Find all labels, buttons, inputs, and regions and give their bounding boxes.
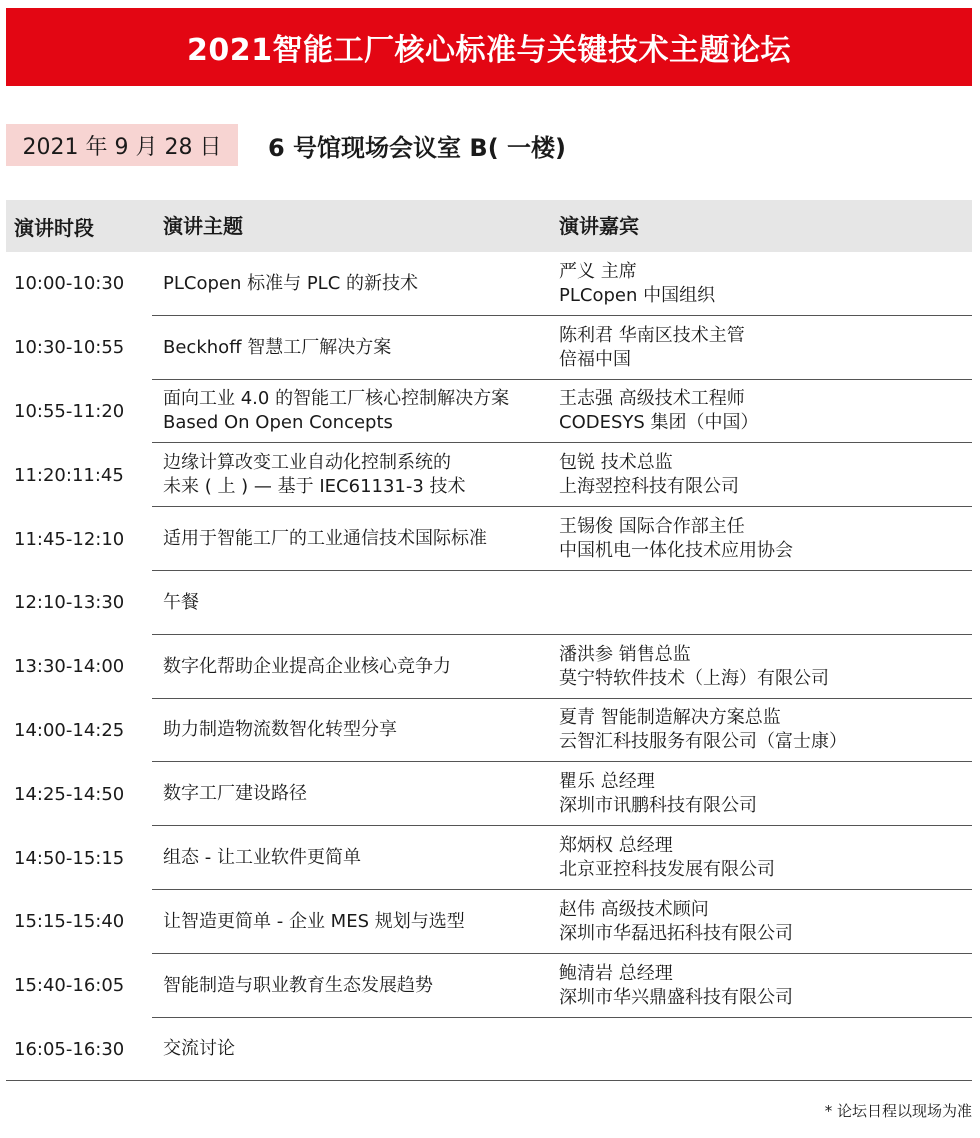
speaker-organization: 莫宁特软件技术（上海）有限公司 [559, 667, 829, 689]
session-topic [163, 782, 307, 806]
session-time: 11:20:11:45 [14, 464, 124, 486]
header-topic: 演讲主题 [163, 214, 243, 238]
speaker-name: 陈利君 华南区技术主管 [559, 324, 745, 346]
topic-line: 面向工业 4.0 的智能工厂核心控制解决方案 [163, 388, 510, 410]
speaker-name: 夏青 智能制造解决方案总监 [559, 707, 781, 729]
topic-line: 未来 ( 上 ) — 基于 IEC61131-3 技术 [163, 476, 466, 498]
header-time: 演讲时段 [14, 215, 94, 240]
session-topic [163, 718, 397, 742]
table-row [6, 1018, 972, 1082]
speaker-name: 瞿乐 总经理 [559, 771, 655, 793]
session-time: 10:30-10:55 [14, 337, 125, 359]
table-row [6, 699, 972, 763]
header-speaker: 演讲嘉宾 [559, 214, 639, 238]
table-row [6, 954, 972, 1018]
speaker-organization: 深圳市华磊迅拓科技有限公司 [559, 922, 793, 944]
speaker-name: 赵伟 高级技术顾问 [559, 898, 709, 920]
date-badge: 2021 年 9 月 28 日 [6, 124, 238, 166]
topic-line: Beckhoff 智慧工厂解决方案 [163, 336, 392, 358]
table-row [6, 826, 972, 890]
speaker-organization: CODESYS 集团（中国） [559, 412, 759, 434]
session-topic [163, 655, 451, 679]
table-row [6, 380, 972, 444]
topic-line: 边缘计算改变工业自动化控制系统的 [163, 452, 451, 474]
session-time: 15:15-15:40 [14, 911, 125, 933]
session-topic [163, 387, 509, 435]
session-time: 14:25-14:50 [14, 783, 125, 805]
session-speaker [559, 260, 715, 308]
table-row [6, 571, 972, 635]
venue-label: 6 号馆现场会议室 B( 一楼) [268, 133, 566, 162]
topic-line: Based On Open Concepts [163, 412, 393, 434]
session-time: 16:05-16:30 [14, 1038, 125, 1060]
table-row [6, 890, 972, 954]
session-speaker [559, 451, 739, 499]
session-topic [163, 451, 466, 499]
topic-line: 智能制造与职业教育生态发展趋势 [163, 974, 433, 996]
title-banner [6, 8, 972, 86]
session-speaker [559, 962, 793, 1010]
session-speaker [559, 898, 793, 946]
topic-line: 数字化帮助企业提高企业核心竞争力 [163, 655, 451, 677]
speaker-name: 包锐 技术总监 [559, 452, 673, 474]
speaker-organization: 中国机电一体化技术应用协会 [559, 540, 793, 562]
session-topic [163, 1037, 235, 1061]
topic-line: 交流讨论 [163, 1038, 235, 1060]
speaker-organization: 深圳市华兴鼎盛科技有限公司 [559, 986, 793, 1008]
session-time: 10:55-11:20 [14, 400, 125, 422]
session-time: 14:50-15:15 [14, 847, 125, 869]
table-row [6, 635, 972, 699]
schedule-table [6, 200, 972, 1081]
session-time: 10:00-10:30 [14, 273, 125, 295]
topic-line: 让智造更简单 - 企业 MES 规划与选型 [163, 910, 465, 932]
speaker-organization: 上海翌控科技有限公司 [559, 476, 739, 498]
table-row [6, 252, 972, 316]
speaker-name: 王志强 高级技术工程师 [559, 388, 745, 410]
table-body [6, 252, 972, 1081]
topic-line: 适用于智能工厂的工业通信技术国际标准 [163, 528, 487, 550]
forum-title: 2021智能工厂核心标准与关键技术主题论坛 [187, 33, 791, 68]
speaker-name: 鲍清岩 总经理 [559, 962, 673, 984]
footnote: * 论坛日程以现场为准 [824, 1102, 972, 1120]
session-speaker [559, 770, 757, 818]
speaker-organization: 深圳市讯鹏科技有限公司 [559, 795, 757, 817]
topic-line: PLCopen 标准与 PLC 的新技术 [163, 272, 418, 294]
session-topic [163, 272, 418, 296]
session-speaker [559, 834, 775, 882]
session-topic [163, 974, 433, 998]
table-header-row [6, 200, 972, 252]
speaker-name: 王锡俊 国际合作部主任 [559, 516, 745, 538]
session-time: 13:30-14:00 [14, 656, 125, 678]
session-topic [163, 910, 465, 934]
speaker-name: 严义 主席 [559, 260, 637, 282]
session-time: 11:45-12:10 [14, 528, 125, 550]
topic-line: 助力制造物流数智化转型分享 [163, 719, 397, 741]
session-time: 12:10-13:30 [14, 592, 125, 614]
speaker-organization: 云智汇科技服务有限公司（富士康） [559, 731, 847, 753]
speaker-organization: PLCopen 中国组织 [559, 284, 716, 306]
session-speaker [559, 387, 759, 435]
session-time: 14:00-14:25 [14, 719, 125, 741]
session-topic [163, 527, 487, 551]
table-row [6, 762, 972, 826]
table-row [6, 443, 972, 507]
session-speaker [559, 515, 793, 563]
session-speaker [559, 706, 847, 754]
session-topic [163, 846, 361, 870]
session-topic [163, 336, 391, 360]
session-topic [163, 591, 199, 615]
speaker-organization: 北京亚控科技发展有限公司 [559, 859, 775, 881]
speaker-name: 郑炳权 总经理 [559, 835, 673, 857]
topic-line: 组态 - 让工业软件更简单 [163, 847, 361, 869]
speaker-name: 潘洪参 销售总监 [559, 643, 691, 665]
session-speaker [559, 643, 829, 691]
table-row [6, 316, 972, 380]
table-row [6, 507, 972, 571]
session-speaker [559, 324, 745, 372]
speaker-organization: 倍福中国 [559, 348, 631, 370]
topic-line: 午餐 [163, 591, 199, 613]
session-time: 15:40-16:05 [14, 975, 125, 997]
topic-line: 数字工厂建设路径 [163, 783, 307, 805]
